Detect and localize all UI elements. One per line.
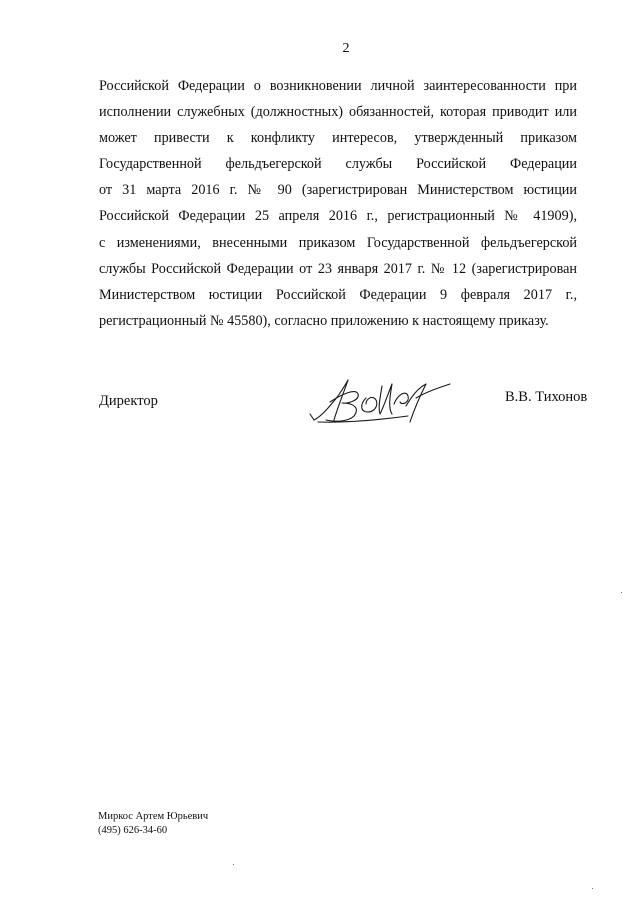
- scan-speck: [233, 864, 234, 865]
- paragraph-line: от 31 марта 2016 г. № 90 (зарегистрирован Министерством юстиции: [99, 182, 577, 199]
- executor-phone: (495) 626-34-60: [98, 825, 168, 836]
- paragraph-line: Государственной фельдъегерской службы Российской Федерации: [99, 156, 577, 173]
- signatory-title: Директор: [99, 393, 158, 409]
- paragraph-line: Министерством юстиции Российской Федерации 9 февраля 2017 г.,: [99, 286, 577, 303]
- body-paragraph: [99, 73, 577, 334]
- paragraph-line: может привести к конфликту интересов, утвержденный приказом: [99, 130, 577, 147]
- handwritten-signature: [308, 376, 458, 428]
- executor-block: [98, 810, 208, 838]
- paragraph-line: регистрационный № 45580), согласно приложению к настоящему приказу.: [99, 312, 549, 329]
- scan-speck: [592, 888, 593, 889]
- paragraph-line: исполнении служебных (должностных) обязанностей, которая приводит или: [99, 104, 577, 121]
- paragraph-line: Российской Федерации 25 апреля 2016 г., регистрационный № 41909),: [99, 208, 577, 225]
- page-number: 2: [342, 41, 350, 56]
- signatory-name: В.В. Тихонов: [505, 389, 588, 405]
- paragraph-line: Российской Федерации о возникновении личной заинтересованности при: [99, 78, 577, 94]
- paragraph-line: службы Российской Федерации от 23 января 2017 г. № 12 (зарегистрирован: [99, 260, 577, 277]
- scan-speck: [621, 592, 622, 593]
- executor-name: Миркос Артем Юрьевич: [98, 811, 209, 822]
- paragraph-line: с изменениями, внесенными приказом Государственной фельдъегерской: [99, 234, 577, 251]
